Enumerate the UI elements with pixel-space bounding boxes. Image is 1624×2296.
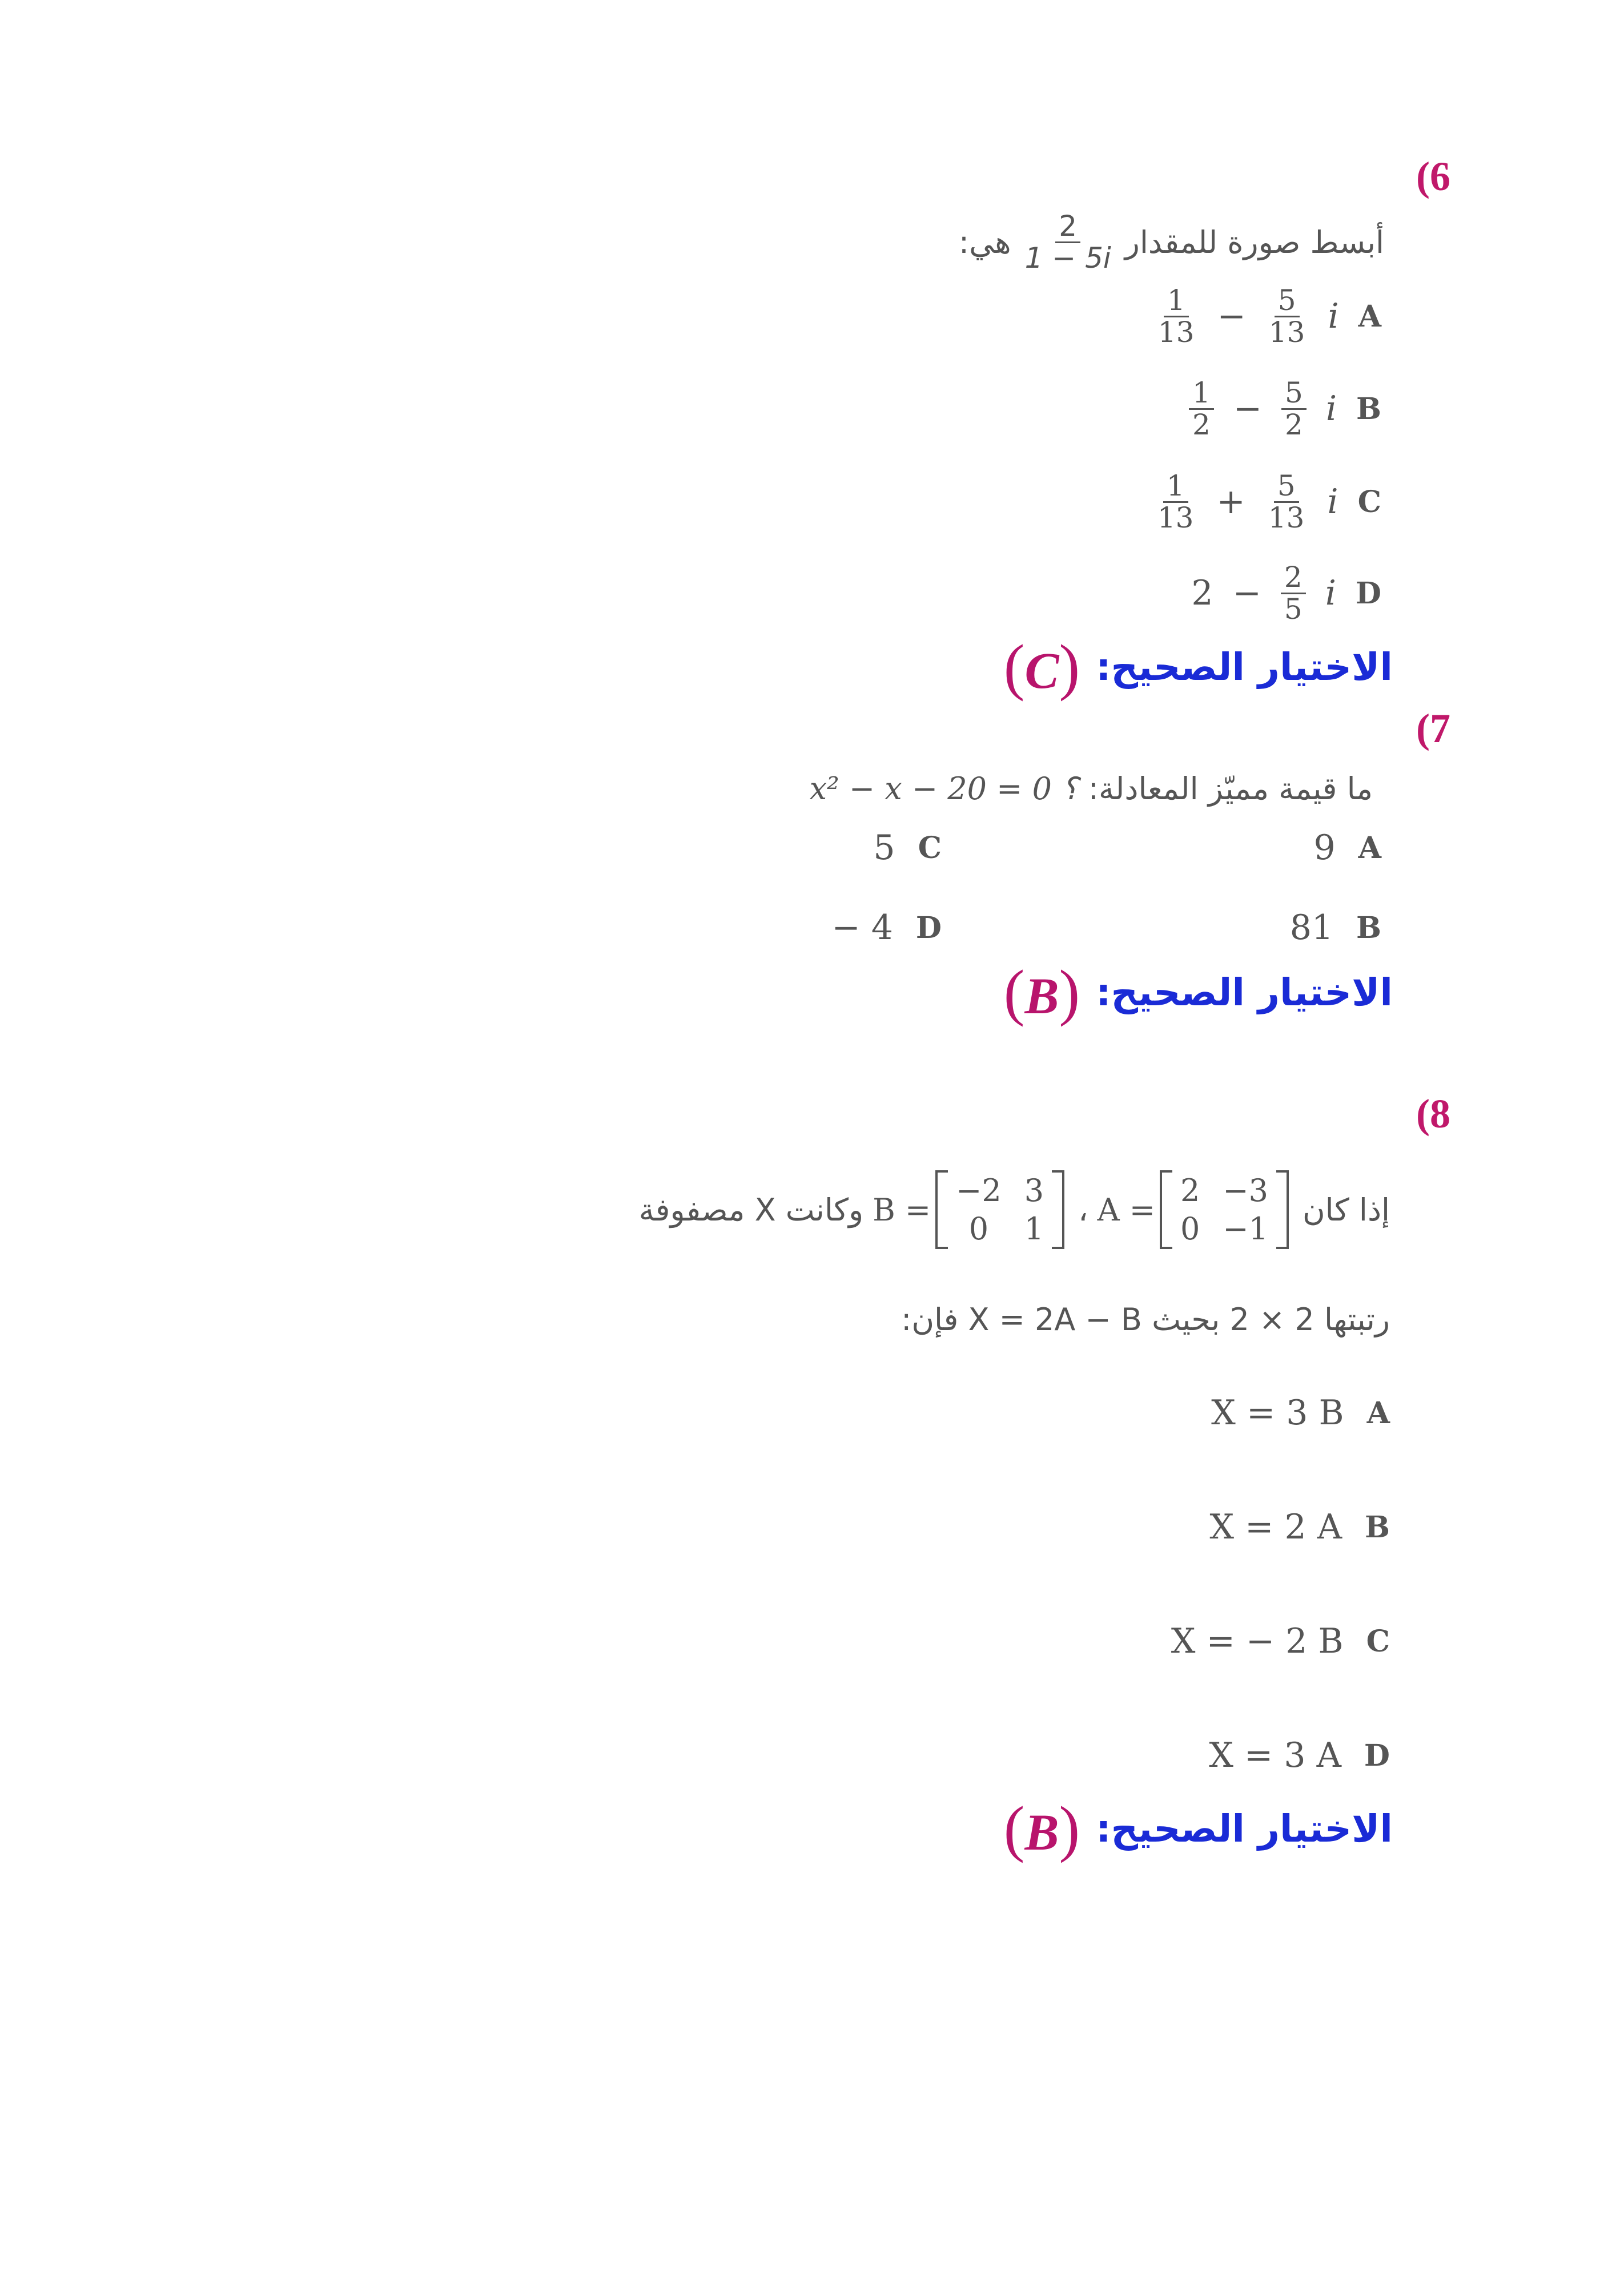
option-value: X = 3 B <box>1211 1393 1344 1433</box>
bracket-left <box>1160 1170 1172 1249</box>
option-value: X = 3 A <box>1209 1735 1341 1775</box>
matrix-a-expression <box>1098 1170 1293 1249</box>
question-8-answer <box>1004 1793 1393 1865</box>
fraction-denominator: 13 <box>1157 315 1195 349</box>
matrix-b <box>935 1170 1064 1249</box>
option-value: 5 <box>873 828 895 868</box>
bracket-right <box>1276 1170 1289 1249</box>
question-6-stem-fraction <box>1022 211 1115 273</box>
matrix-b-name: B = <box>873 1191 931 1228</box>
bracket-right <box>1052 1170 1064 1249</box>
option-fraction-b <box>1281 562 1306 624</box>
question-7-equation: x² − x − 20 = 0 ؟ <box>809 771 1078 807</box>
question-6-option-c[interactable] <box>1154 471 1381 533</box>
matrix-b-expression <box>873 1170 1069 1249</box>
fraction-denominator: 2 <box>1192 408 1211 441</box>
question-8-option-a[interactable] <box>1211 1393 1390 1433</box>
question-6-option-a[interactable] <box>1155 285 1381 347</box>
matrix-a-name: A = <box>1097 1191 1155 1228</box>
question-8-option-b[interactable] <box>1209 1507 1390 1547</box>
matrix-cell: 3 <box>1024 1173 1044 1209</box>
matrix-a <box>1160 1170 1289 1249</box>
fraction-numerator: 1 <box>1163 471 1188 503</box>
option-letter: D <box>1364 1738 1390 1773</box>
fraction-numerator: 2 <box>1281 562 1306 594</box>
fraction-numerator: 1 <box>1189 378 1214 410</box>
fraction-denominator: 2 <box>1285 408 1303 441</box>
matrix-cell: −1 <box>1223 1211 1268 1247</box>
answer-letter: B <box>1024 1804 1059 1861</box>
fraction-denominator: 13 <box>1268 501 1305 534</box>
option-fraction-b <box>1281 378 1307 440</box>
option-letter: D <box>915 910 942 945</box>
question-6-number: (6 <box>1416 154 1450 199</box>
option-letter: B <box>1356 391 1381 426</box>
fraction-numerator: 2 <box>1055 211 1080 243</box>
matrix-cell: 2 <box>1180 1173 1200 1209</box>
question-7-option-a[interactable] <box>1313 828 1381 868</box>
question-7-stem <box>810 771 1373 807</box>
option-value: − 4 <box>831 908 893 948</box>
answer-label: الاختيار الصحيح: <box>1096 645 1393 689</box>
question-7-stem-text: ما قيمة مميّز المعادلة: <box>1088 771 1373 807</box>
question-8-stem-line1 <box>639 1170 1390 1249</box>
question-8-number: (8 <box>1416 1091 1450 1137</box>
imaginary-unit: i <box>1325 573 1336 613</box>
matrix-cell: 0 <box>1180 1211 1200 1247</box>
question-8-option-d[interactable] <box>1209 1735 1390 1775</box>
option-whole: 2 <box>1191 573 1213 613</box>
operator: − <box>1233 389 1263 429</box>
option-letter: A <box>1366 1395 1390 1431</box>
operator: − <box>1217 296 1246 336</box>
question-7-option-c[interactable] <box>873 828 942 868</box>
option-letter: D <box>1355 575 1381 611</box>
option-fraction-b <box>1265 285 1309 347</box>
question-7-option-d[interactable] <box>831 908 942 948</box>
question-6-answer <box>1004 631 1393 703</box>
fraction-numerator: 1 <box>1164 285 1189 317</box>
question-7-answer <box>1004 956 1393 1029</box>
answer-value: (B) <box>1003 957 1080 1027</box>
option-letter: A <box>1358 830 1381 865</box>
question-8-stem-line2: رتبتها 2 × 2 بحيث X = 2A − B فإن: <box>901 1302 1390 1338</box>
fraction-denominator: 13 <box>1157 501 1194 534</box>
imaginary-unit: i <box>1328 296 1339 336</box>
option-value: 9 <box>1313 828 1336 868</box>
option-fraction-a <box>1189 378 1214 440</box>
bracket-left <box>935 1170 948 1249</box>
question-8-if-text: إذا كان <box>1302 1191 1390 1228</box>
answer-value: (B) <box>1003 1794 1080 1863</box>
option-letter: C <box>1357 484 1381 519</box>
option-value: X = − 2 B <box>1171 1621 1344 1661</box>
answer-letter: B <box>1024 968 1059 1025</box>
operator: + <box>1216 482 1245 522</box>
imaginary-unit: i <box>1325 389 1337 429</box>
question-6-option-b[interactable] <box>1189 378 1381 440</box>
answer-label: الاختيار الصحيح: <box>1096 970 1393 1014</box>
question-8-rest-text: وكانت X مصفوفة <box>638 1191 864 1228</box>
fraction-numerator: 5 <box>1275 285 1300 317</box>
question-6-stem-suffix: هي: <box>958 224 1011 260</box>
fraction-denominator: 5 <box>1284 592 1303 626</box>
option-value: X = 2 A <box>1209 1507 1342 1547</box>
comma: ، <box>1078 1191 1088 1228</box>
option-letter: B <box>1356 910 1381 945</box>
fraction-numerator: 5 <box>1274 471 1299 503</box>
answer-value: (C) <box>1003 632 1080 702</box>
option-letter: B <box>1365 1509 1390 1545</box>
fraction-denominator: 1 − 5i <box>1024 241 1111 275</box>
matrix-cell: −3 <box>1223 1173 1268 1209</box>
answer-label: الاختيار الصحيح: <box>1096 1807 1393 1851</box>
option-value: 81 <box>1289 908 1334 948</box>
option-letter: C <box>1366 1624 1390 1659</box>
matrix-b-grid <box>948 1170 1052 1249</box>
option-fraction-a <box>1155 285 1198 347</box>
matrix-cell: 0 <box>968 1211 989 1247</box>
question-7-option-b[interactable] <box>1290 908 1381 948</box>
option-letter: C <box>918 830 942 865</box>
question-7-number: (7 <box>1416 706 1450 751</box>
option-fraction-a <box>1154 471 1197 533</box>
question-6-stem-prefix: أبسط صورة للمقدار <box>1124 224 1384 260</box>
fraction-denominator: 13 <box>1268 315 1305 349</box>
answer-letter: C <box>1024 643 1059 699</box>
operator: − <box>1232 573 1261 613</box>
matrix-a-grid <box>1172 1170 1276 1249</box>
imaginary-unit: i <box>1327 482 1338 522</box>
matrix-cell: −2 <box>956 1173 1002 1209</box>
question-6-stem <box>959 211 1384 273</box>
question-6-option-d[interactable] <box>1191 562 1381 624</box>
option-letter: A <box>1358 299 1381 334</box>
fraction-numerator: 5 <box>1281 378 1307 410</box>
matrix-cell: 1 <box>1024 1211 1044 1247</box>
question-8-option-c[interactable] <box>1171 1621 1390 1661</box>
option-fraction-b <box>1265 471 1308 533</box>
